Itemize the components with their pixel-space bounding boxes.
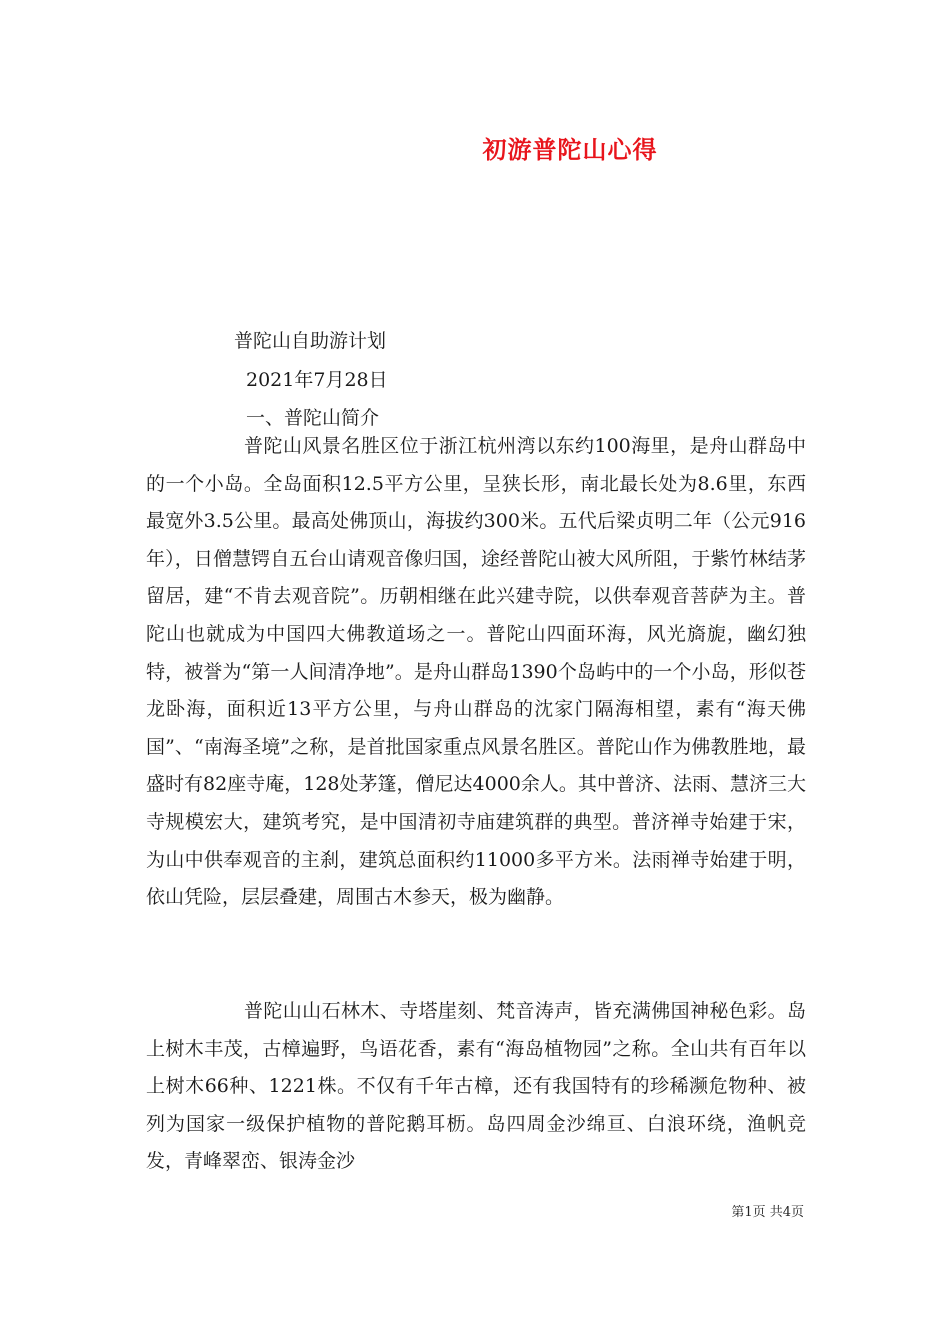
- document-title: 初游普陀山心得: [482, 135, 658, 164]
- document-date: 2021年7月28日: [246, 369, 388, 391]
- page-footer: 第1页 共4页: [731, 1205, 804, 1220]
- section-heading: 一、普陀山简介: [246, 407, 380, 429]
- body-paragraph: 普陀山风景名胜区位于浙江杭州湾以东约100海里，是舟山群岛中的一个小岛。全岛面积12.5平方公里，呈狭长形，南北最长处为8.6里，东西最宽外3.5公里。最高处佛顶山，海拔约300米。五代后梁贞明二年（公元916年），日僧慧锷自五台山请观音像归国，途经普陀山被大风所阻，于紫竹林结茅留居，建“不肯去观音院”。历朝相继在此兴建寺院，以供奉观音菩萨为主。普陀山也就成为中国四大佛教道场之一。普陀山四面环海，风光旖旎，幽幻独特，被誉为“第一人间清净地”。是舟山群岛1390个岛屿中的一个小岛，形似苍龙卧海，面积近13平方公里，与舟山群岛的沈家门隔海相望，素有“海天佛国”、“南海圣境”之称，是首批国家重点风景名胜区。普陀山作为佛教胜地，最盛时有82座寺庵，128处茅篷，僧尼达4000余人。其中普济、法雨、慧济三大寺规模宏大，建筑考究，是中国清初寺庙建筑群的典型。普济禅寺始建于宋，为山中供奉观音的主刹，建筑总面积约11000多平方米。法雨禅寺始建于明，依山凭险，层层叠建，周围古木参天，极为幽静。: [146, 435, 806, 909]
- body-paragraph: 普陀山山石林木、寺塔崖刻、梵音涛声，皆充满佛国神秘色彩。岛上树木丰茂，古樟遍野，鸟语花香，素有“海岛植物园”之称。全山共有百年以上树木66种、1221株。不仅有千年古樟，还有我国特有的珍稀濒危物种、被列为国家一级保护植物的普陀鹅耳枥。岛四周金沙绵亘、白浪环绕，渔帆竞发，青峰翠峦、银涛金沙: [146, 1000, 806, 1173]
- plan-title: 普陀山自助游计划: [234, 330, 387, 352]
